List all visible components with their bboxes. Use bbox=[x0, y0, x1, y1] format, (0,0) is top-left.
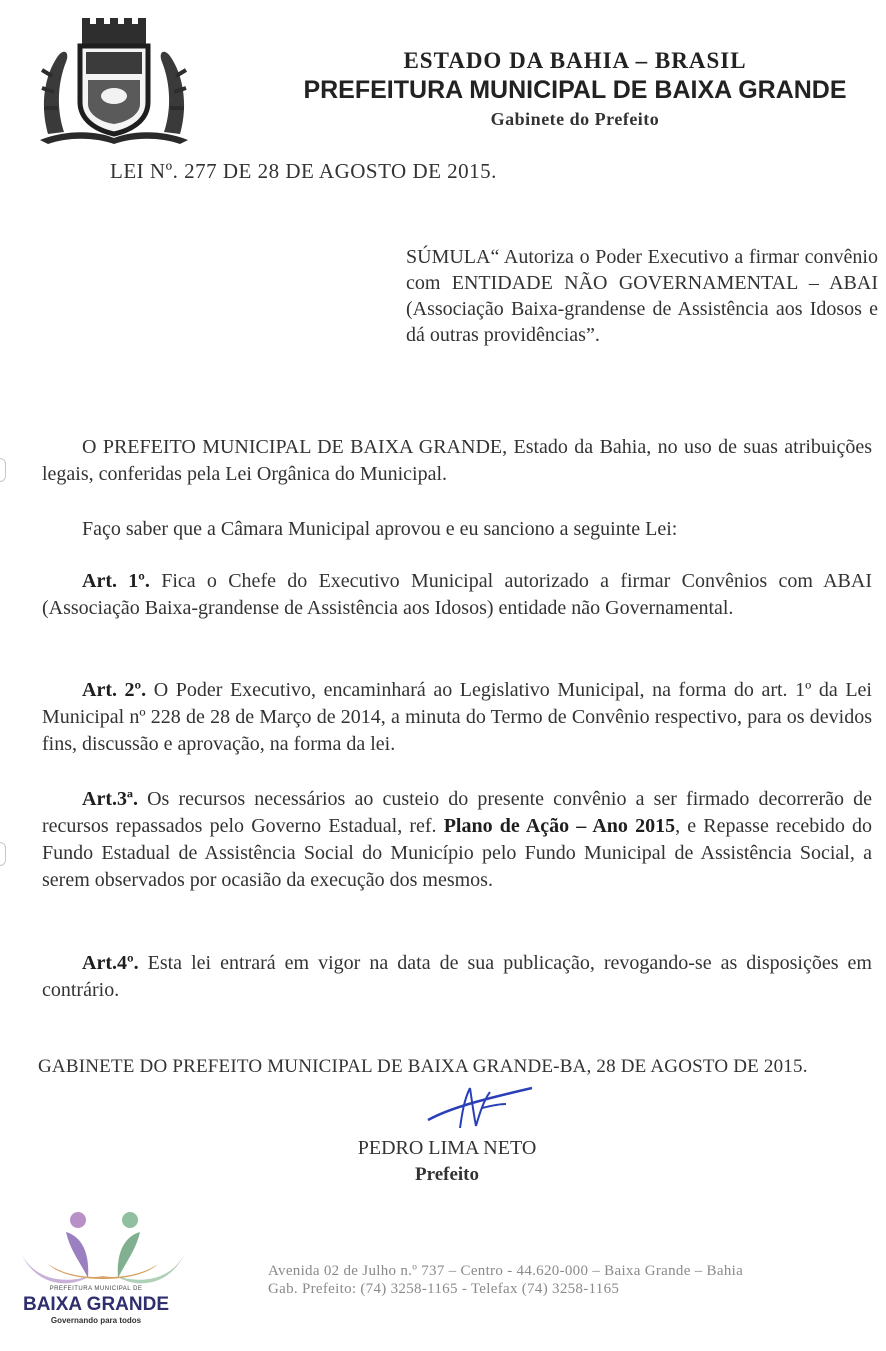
handwritten-signature bbox=[420, 1078, 540, 1138]
article-2-text: O Poder Executivo, encaminhará ao Legislativo Municipal, na forma do art. 1º da Lei Municipal nº 228 de 28 de Março de 2014, a minuta do Termo de Convênio respectivo, para os devidos fins, discussão e aprovação, na forma da lei. bbox=[42, 679, 872, 755]
article-3-text: Os recursos necessários ao custeio do presente convênio a ser firmado decorrerão de recursos repassados pelo Governo Estadual, ref. bbox=[42, 788, 872, 837]
footer-address: Avenida 02 de Julho n.º 737 – Centro - 44.620-000 – Baixa Grande – Bahia bbox=[268, 1263, 744, 1279]
article-3-label: Art.3ª. bbox=[82, 788, 138, 810]
header-state: ESTADO DA BAHIA – BRASIL bbox=[403, 48, 747, 73]
article-4 bbox=[42, 950, 872, 1004]
article-4-label: Art.4º. bbox=[82, 952, 139, 974]
article-2-label: Art. 2º. bbox=[82, 679, 147, 701]
article-1 bbox=[42, 568, 872, 622]
article-1-text: Fica o Chefe do Executivo Municipal autorizado a firmar Convênios com ABAI (Associação Baixa-grandense de Assistência aos Idosos) entidade não Governamental. bbox=[42, 570, 872, 619]
signatory-role: Prefeito bbox=[415, 1164, 479, 1185]
sanction-paragraph: Faço saber que a Câmara Municipal aprovou e eu sanciono a seguinte Lei: bbox=[82, 518, 678, 540]
footer-phone: Gab. Prefeito: (74) 3258-1165 - Telefax (74) 3258-1165 bbox=[268, 1281, 620, 1297]
article-3-plan: Plano de Ação – Ano 2015 bbox=[443, 815, 676, 837]
signatory-name: PEDRO LIMA NETO bbox=[357, 1137, 537, 1159]
scan-binding-mark bbox=[0, 842, 6, 866]
header-prefeitura: PREFEITURA MUNICIPAL DE BAIXA GRANDE bbox=[303, 76, 847, 104]
logo-slogan: Governando para todos bbox=[50, 1316, 142, 1325]
article-1-label: Art. 1º. bbox=[82, 570, 150, 592]
law-title: LEI Nº. 277 DE 28 DE AGOSTO DE 2015. bbox=[110, 159, 497, 183]
law-summary: SÚMULA“ Autoriza o Poder Executivo a firmar convênio com ENTIDADE NÃO GOVERNAMENTAL – ABAI (Associação Baixa-grandense de Assistência aos Idosos e dá outras providências”. bbox=[406, 246, 878, 346]
header-gabinete: Gabinete do Prefeito bbox=[490, 109, 660, 129]
closing-line: GABINETE DO PREFEITO MUNICIPAL DE BAIXA GRANDE-BA, 28 DE AGOSTO DE 2015. bbox=[38, 1056, 808, 1077]
article-3 bbox=[42, 786, 872, 894]
article-2 bbox=[42, 677, 872, 758]
logo-city-name: BAIXA GRANDE bbox=[22, 1294, 170, 1315]
coat-of-arms-icon bbox=[30, 16, 198, 146]
scan-binding-mark bbox=[0, 458, 6, 482]
logo-prefeitura-text: PREFEITURA MUNICIPAL DE bbox=[49, 1286, 143, 1292]
article-4-text: Esta lei entrará em vigor na data de sua publicação, revogando-se as disposições em contrário. bbox=[42, 952, 872, 1001]
article-3-text-cont: , e Repasse recebido do Fundo Estadual de Assistência Social do Município pelo Fundo Municipal de Assistência Social, a serem observados por ocasião da execução dos mesmos. bbox=[42, 815, 872, 891]
intro-paragraph: O PREFEITO MUNICIPAL DE BAIXA GRANDE, Estado da Bahia, no uso de suas atribuições legais, conferidas pela Lei Orgânica do Municipal. bbox=[42, 436, 872, 485]
